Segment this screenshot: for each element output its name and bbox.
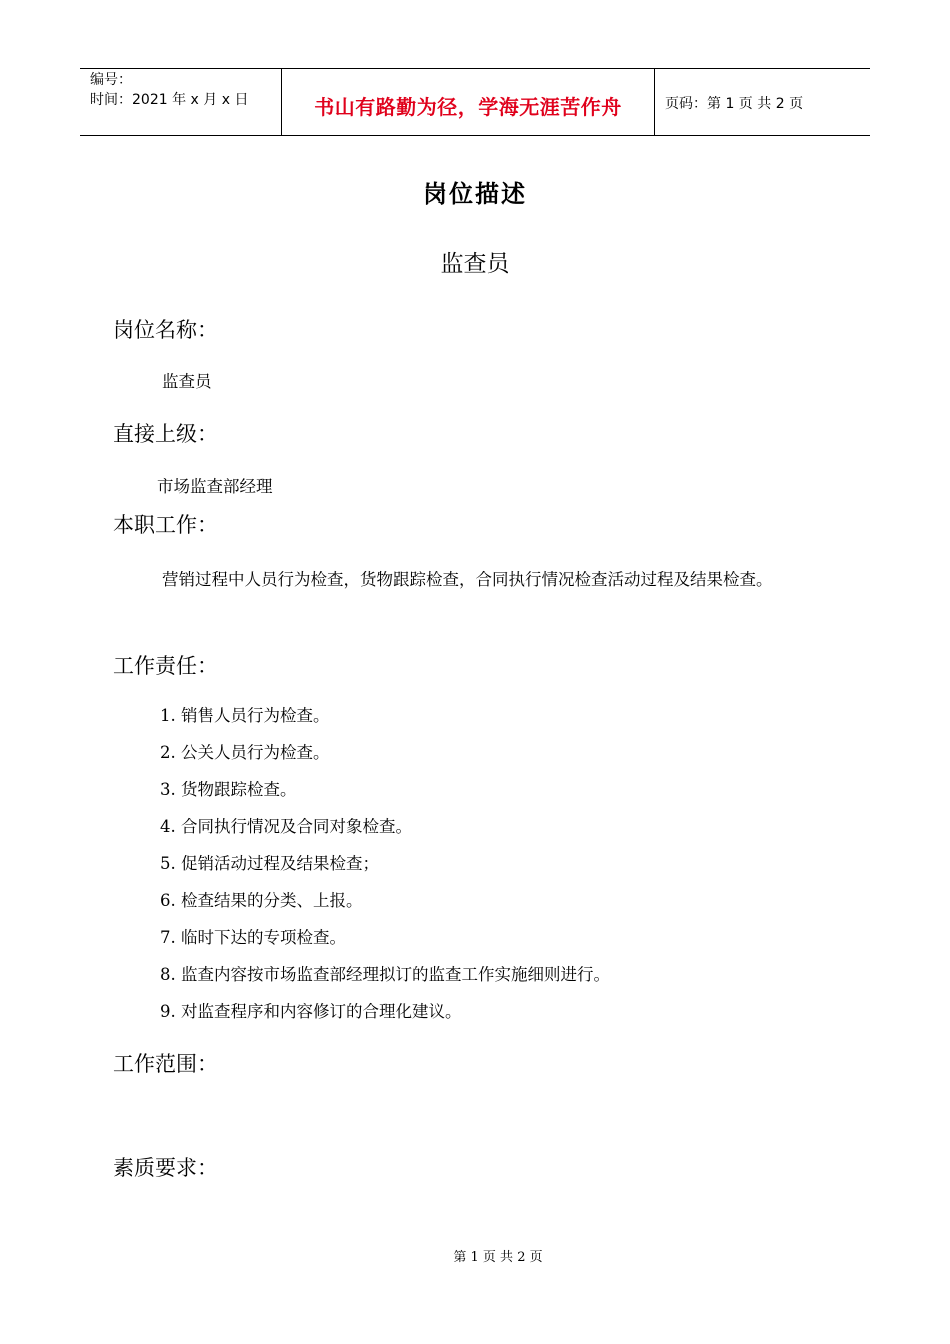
duty-paragraph: 营销过程中人员行为检查，货物跟踪检查，合同执行情况检查活动过程及结果检查。 — [162, 570, 773, 589]
list-item: 3. 货物跟踪检查。 — [160, 780, 297, 799]
header-page-code: 页码：第 1 页 共 2 页 — [665, 96, 804, 112]
page-footer: 第 1 页 共 2 页 — [453, 1250, 543, 1265]
document-date-label: 时间：2021 年 x 月 x 日 — [90, 92, 249, 108]
list-item: 8. 监查内容按市场监查部经理拟订的监查工作实施细则进行。 — [160, 965, 610, 984]
header-motto: 书山有路勤为径，学海无涯苦作舟 — [314, 95, 622, 119]
section-heading-scope: 工作范围： — [113, 1052, 218, 1076]
document-number-label: 编号： — [90, 72, 132, 88]
list-item: 1. 销售人员行为检查。 — [160, 706, 330, 725]
list-item: 7. 临时下达的专项检查。 — [160, 928, 346, 947]
list-item: 6. 检查结果的分类、上报。 — [160, 891, 363, 910]
section-heading-duty: 本职工作： — [113, 513, 218, 537]
section-heading-qualifications: 素质要求： — [113, 1156, 218, 1180]
section-heading-responsibilities: 工作责任： — [113, 654, 218, 678]
document-title: 岗位描述 — [423, 180, 527, 208]
header-motto-cell — [282, 69, 655, 135]
list-item: 9. 对监查程序和内容修订的合理化建议。 — [160, 1002, 462, 1021]
responsibilities-list — [160, 703, 610, 1036]
header-info-cell — [80, 69, 282, 135]
list-item: 4. 合同执行情况及合同对象检查。 — [160, 817, 412, 836]
position-name-value: 监查员 — [162, 372, 212, 391]
list-item: 2. 公关人员行为检查。 — [160, 743, 330, 762]
document-header — [80, 68, 870, 136]
section-heading-superior: 直接上级： — [113, 422, 218, 446]
header-page-cell — [655, 69, 870, 135]
list-item: 5. 促销活动过程及结果检查； — [160, 854, 379, 873]
document-subtitle: 监查员 — [440, 251, 510, 277]
section-heading-position-name: 岗位名称： — [113, 318, 218, 342]
superior-value: 市场监查部经理 — [157, 477, 273, 496]
